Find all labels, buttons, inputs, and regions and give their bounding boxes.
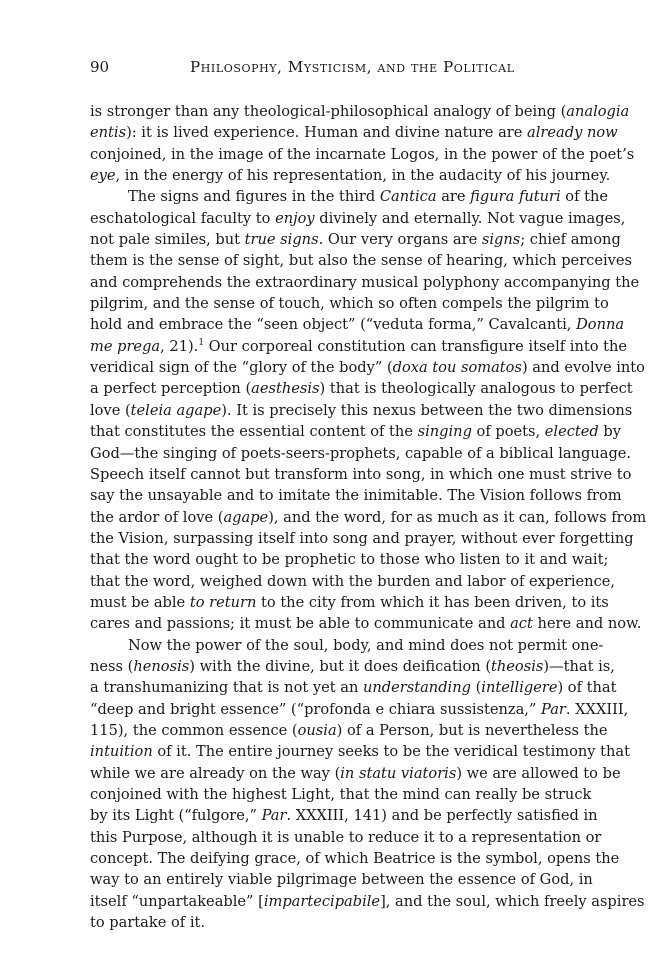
text-segment: concept. The deifying grace, of which Beatrice is the symbol, opens the <box>90 850 620 868</box>
text-segment: that constitutes the essential content of the <box>90 423 418 441</box>
text-segment: by its Light (“fulgore,” <box>90 807 262 825</box>
body-text <box>90 101 647 933</box>
text-segment: . XXXIII, 141) and be perfectly satisfied in <box>286 807 598 825</box>
text-segment: hold and embrace the “seen object” (“veduta forma,” Cavalcanti, <box>90 316 577 334</box>
text-segment: them is the sense of sight, but also the sense of hearing, which perceives <box>90 252 633 270</box>
footnote-marker: 1 <box>198 337 205 348</box>
text-segment: conjoined, in the image of the incarnate Logos, in the power of the poet’s <box>90 145 635 163</box>
text-line <box>90 699 629 720</box>
text-line <box>90 293 609 314</box>
text-line <box>90 144 635 165</box>
text-segment: that the word ought to be prophetic to those who listen to it and wait; <box>90 551 609 569</box>
text-segment: ) we are allowed to be <box>456 764 621 782</box>
text-segment: The signs and figures in the third <box>128 188 380 206</box>
text-segment: and comprehends the extraordinary musical polyphony accompanying the <box>90 273 640 291</box>
text-line <box>90 229 621 250</box>
text-line <box>90 314 625 335</box>
text-line <box>90 336 628 357</box>
text-segment: conjoined with the highest Light, that the mind can really be struck <box>90 786 592 803</box>
text-line <box>90 443 632 464</box>
text-line <box>90 272 640 293</box>
text-line <box>90 869 593 890</box>
text-segment: way to an entirely viable pilgrimage between the essence of God, in <box>90 871 593 889</box>
text-segment: is stronger than any theological-philosophical analogy of being ( <box>90 103 567 120</box>
italic-text: teleia agape <box>130 401 222 419</box>
text-segment: ; chief among <box>520 231 621 249</box>
italic-text: me prega <box>90 337 161 355</box>
text-line <box>90 250 633 271</box>
text-line <box>90 400 633 421</box>
italic-text: henosis <box>133 657 190 675</box>
text-segment: )—that is, <box>543 657 615 675</box>
italic-text: understanding <box>362 679 471 697</box>
text-segment: the Vision, surpassing itself into song and prayer, without ever forgetting <box>90 529 634 547</box>
page-number: 90 <box>90 58 110 76</box>
italic-text: entis <box>90 124 127 142</box>
text-segment: 115), the common essence ( <box>90 721 298 739</box>
text-segment: ), and the word, for as much as it can, follows from <box>268 508 647 526</box>
italic-text: eye <box>90 167 116 185</box>
text-segment: ): it is lived experience. Human and divine nature are <box>126 124 528 142</box>
text-segment: this Purpose, although it is unable to reduce it to a representation or <box>90 828 602 846</box>
text-segment: ness ( <box>90 657 134 675</box>
text-segment: a transhumanizing that is not yet an <box>90 679 363 697</box>
text-line <box>90 528 634 549</box>
text-line <box>90 805 598 826</box>
text-line <box>90 656 615 677</box>
text-segment: ). It is precisely this nexus between the two dimensions <box>221 401 633 419</box>
text-segment: must be able <box>90 593 190 611</box>
italic-text: ousia <box>297 721 337 739</box>
text-segment: while we are already on the way ( <box>90 764 341 782</box>
text-line <box>90 613 642 634</box>
text-line <box>90 784 592 805</box>
italic-text: Par <box>541 700 566 718</box>
text-segment: by <box>598 423 621 441</box>
text-segment: divinely and eternally. Not vague images, <box>314 209 626 227</box>
text-line <box>90 186 609 207</box>
text-segment: not pale similes, but <box>90 231 245 249</box>
italic-text: Donna <box>576 316 625 334</box>
text-segment: . Our very organs are <box>318 231 482 249</box>
italic-text: elected <box>544 423 599 441</box>
text-line <box>90 848 620 869</box>
text-line <box>90 421 621 442</box>
running-head: Philosophy, Mysticism, and the Political <box>190 58 515 76</box>
italic-text: Par <box>261 807 287 825</box>
text-segment: here and now. <box>532 615 642 633</box>
text-segment: ) that is theologically analogous to perfect <box>319 380 633 398</box>
italic-text: theosis <box>491 657 544 675</box>
text-line <box>90 549 609 570</box>
text-segment: ], and the soul, which freely aspires <box>380 892 645 910</box>
text-line <box>90 507 647 528</box>
italic-text: impartecipabile <box>263 892 381 910</box>
text-segment: itself “unpartakeable” [ <box>90 892 264 910</box>
text-segment: pilgrim, and the sense of touch, which so often compels the pilgrim to <box>90 295 609 313</box>
italic-text: singing <box>417 423 472 441</box>
italic-text: analogia <box>566 103 630 120</box>
italic-text: agape <box>223 508 269 526</box>
text-line <box>90 827 602 848</box>
text-line <box>90 122 618 143</box>
text-segment: to the city from which it has been driven, to its <box>256 593 609 611</box>
italic-text: intelligere <box>481 679 558 697</box>
text-line <box>90 165 611 186</box>
text-segment: Speech itself cannot but transform into song, in which one must strive to <box>90 465 632 483</box>
italic-text: aesthesis <box>251 380 320 398</box>
text-line <box>90 571 616 592</box>
text-line <box>90 763 621 784</box>
text-line <box>90 720 608 741</box>
text-segment: that the word, weighed down with the burden and labor of experience, <box>90 572 616 590</box>
italic-text: in statu viatoris <box>340 764 457 782</box>
text-segment: to partake of it. <box>90 914 205 932</box>
text-line <box>90 208 626 229</box>
text-segment: veridical sign of the “glory of the body” ( <box>90 359 393 377</box>
italic-text: to return <box>189 593 257 611</box>
text-segment: . XXXIII, <box>565 700 629 718</box>
text-line <box>90 357 645 378</box>
text-segment: eschatological faculty to <box>90 209 276 227</box>
italic-text: act <box>510 615 533 633</box>
text-segment: the ardor of love ( <box>90 508 224 526</box>
italic-text: figura futuri <box>470 188 561 206</box>
text-segment: ) of a Person, but is nevertheless the <box>336 721 608 739</box>
text-line <box>90 677 617 698</box>
text-line <box>90 101 630 122</box>
text-segment: God—the singing of poets-seers-prophets, capable of a biblical language. <box>90 444 632 462</box>
text-segment: , in the energy of his representation, in the audacity of his journey. <box>115 167 611 185</box>
text-segment: “deep and bright essence” (“profonda e chiara sussistenza,” <box>90 700 542 718</box>
italic-text: already now <box>527 124 618 142</box>
text-line <box>90 485 622 506</box>
italic-text: signs <box>481 231 521 249</box>
text-segment: are <box>436 188 471 206</box>
text-segment: ( <box>470 679 482 697</box>
text-segment: cares and passions; it must be able to communicate and <box>90 615 511 633</box>
text-segment: ) with the divine, but it does deification ( <box>189 657 492 675</box>
text-segment: ) and evolve into <box>521 359 645 377</box>
text-segment: say the unsayable and to imitate the inimitable. The Vision follows from <box>90 487 622 505</box>
italic-text: enjoy <box>275 209 315 227</box>
text-line <box>90 592 609 613</box>
text-line <box>90 464 632 485</box>
text-segment: of poets, <box>471 423 545 441</box>
text-segment: Our corporeal constitution can transfigure itself into the <box>204 337 628 355</box>
text-segment: love ( <box>90 401 131 419</box>
text-line <box>90 891 645 912</box>
text-segment: ) of that <box>557 679 617 697</box>
text-segment: a perfect perception ( <box>90 380 252 398</box>
text-segment: of the <box>560 188 609 206</box>
text-line <box>90 912 560 933</box>
italic-text: Cantica <box>379 188 437 206</box>
page-header <box>90 58 560 80</box>
text-segment: , 21). <box>160 337 199 355</box>
text-line <box>90 741 630 762</box>
text-segment: Now the power of the soul, body, and mind does not permit one- <box>128 636 604 654</box>
italic-text: doxa tou somatos <box>392 359 522 377</box>
text-line <box>90 378 633 399</box>
italic-text: true signs <box>244 231 319 249</box>
italic-text: intuition <box>90 743 153 761</box>
text-segment: of it. The entire journey seeks to be the veridical testimony that <box>152 743 630 761</box>
text-line <box>90 635 604 656</box>
